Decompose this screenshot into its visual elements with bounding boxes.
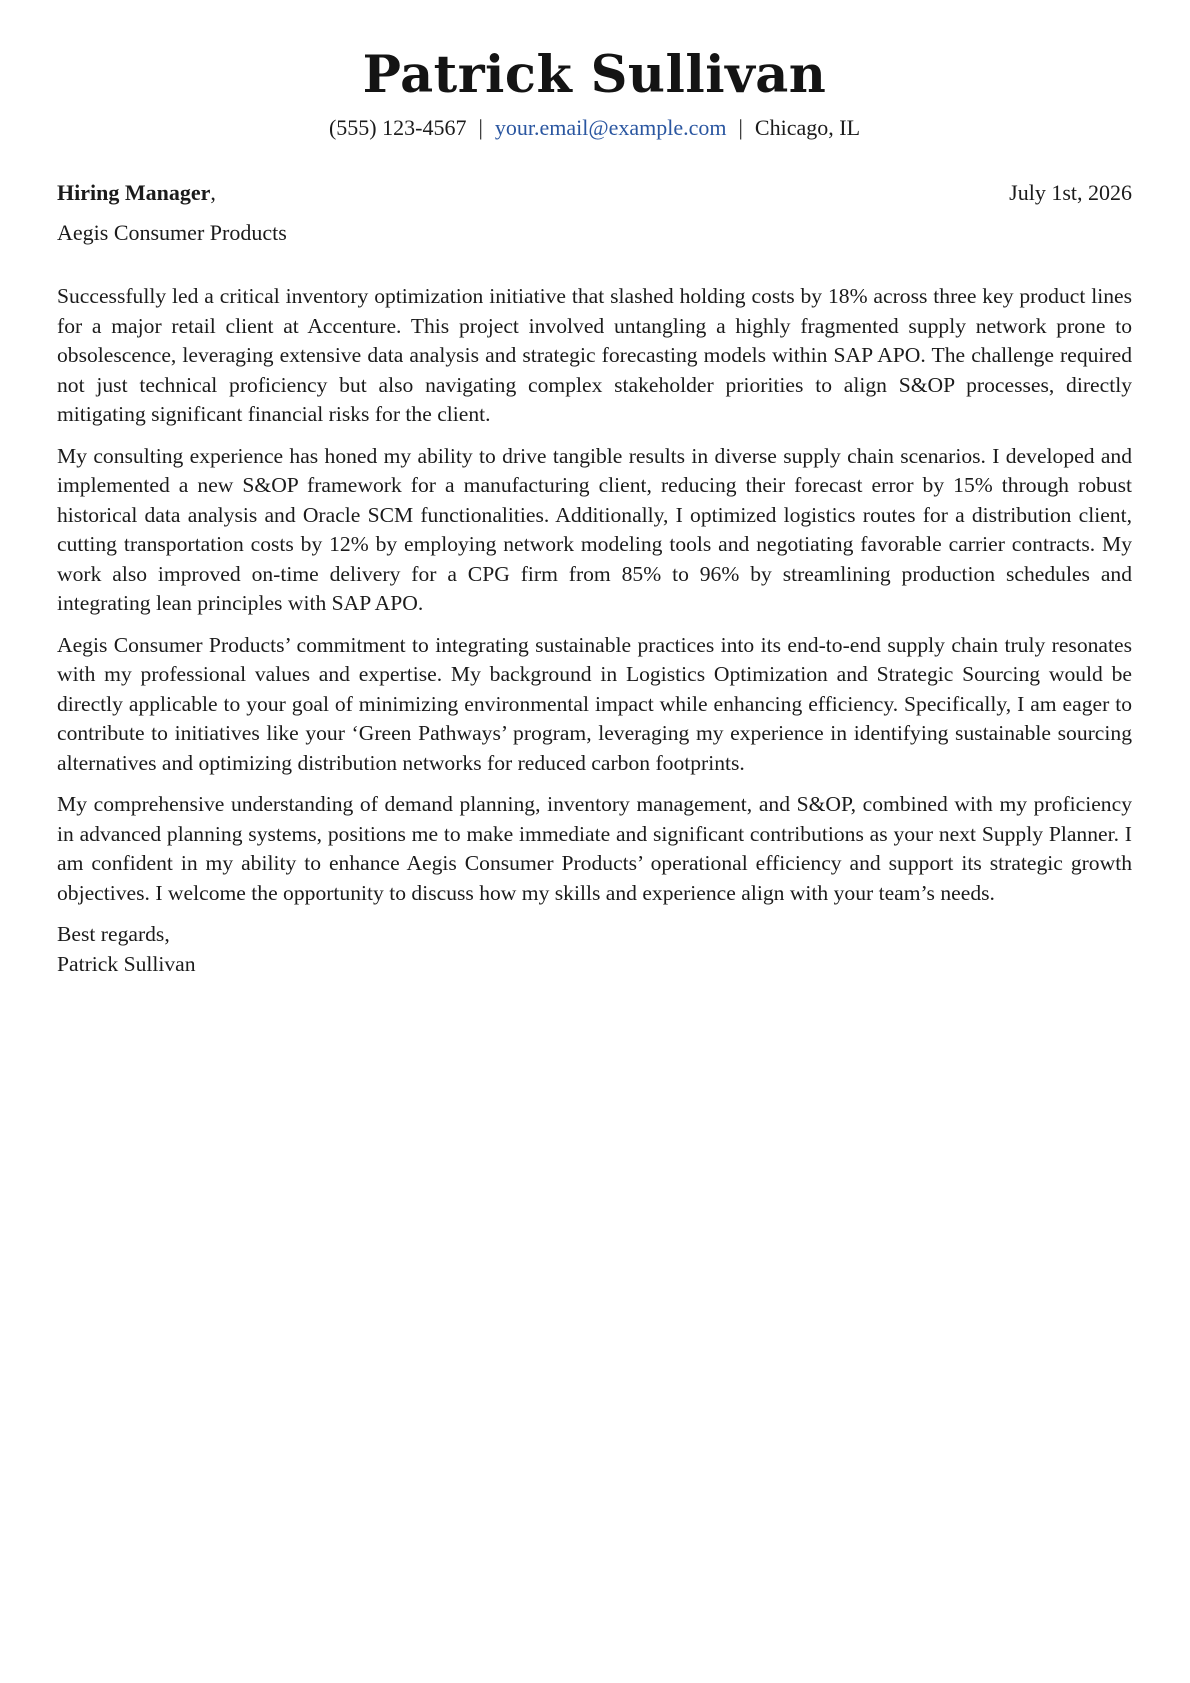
contact-line (57, 113, 1132, 143)
paragraph: My comprehensive understanding of demand planning, inventory management, and S&OP, combined with my proficiency in advanced planning systems, positions me to make immediate and significant contributions as your next Supply Planner. I am confident in my ability to enhance Aegis Consumer Products’ operational efficiency and support its strategic growth objectives. I welcome the opportunity to discuss how my skills and experience align with your team’s needs. (57, 792, 1132, 905)
paragraph: Aegis Consumer Products’ commitment to integrating sustainable practices into its end-to-end supply chain truly resonates with my professional values and expertise. My background in Logistics Optimization and Strategic Sourcing would be directly applicable to your goal of minimizing environmental impact while enhancing efficiency. Specifically, I am eager to contribute to initiatives like your ‘Green Pathways’ program, leveraging my experience in identifying sustainable sourcing alternatives and optimizing distribution networks for reduced carbon footprints. (57, 632, 1132, 775)
letter-body (57, 282, 1132, 979)
signature: Patrick Sullivan (57, 951, 196, 976)
recipient-title: Hiring Manager (57, 180, 211, 205)
closing-block (57, 920, 1132, 979)
recipient-suffix: , (210, 180, 216, 205)
company-name: Aegis Consumer Products (57, 220, 287, 245)
recipient (57, 178, 216, 208)
contact-separator: | (738, 115, 743, 140)
letter-date: July 1st, 2026 (1009, 180, 1132, 205)
phone-number: (555) 123-4567 (328, 115, 467, 140)
paragraph: My consulting experience has honed my ability to drive tangible results in diverse supply chain scenarios. I developed and implemented a new S&OP framework for a manufacturing client, reducing their forecast error by 15% through robust historical data analysis and Oracle SCM functionalities. Additionally, I optimized logistics routes for a distribution client, cutting transportation costs by 12% by employing network modeling tools and negotiating favorable carrier contracts. My work also improved on-time delivery for a CPG firm from 85% to 96% by streamlining production schedules and integrating lean principles with SAP APO. (57, 443, 1132, 615)
email-link[interactable]: your.email@example.com (494, 115, 727, 140)
contact-separator: | (478, 115, 483, 140)
closing: Best regards, (57, 922, 170, 946)
paragraph: Successfully led a critical inventory optimization initiative that slashed holding costs by 18% across three key product lines for a major retail client at Accenture. This project involved untangling a highly fragmented supply network prone to obsolescence, leveraging extensive data analysis and strategic forecasting models within SAP APO. The challenge required not just technical proficiency but also navigating complex stakeholder priorities to align S&OP processes, directly mitigating significant financial risks for the client. (57, 284, 1132, 426)
applicant-name: Patrick Sullivan (362, 45, 827, 105)
location: Chicago, IL (754, 115, 861, 140)
recipient-date-row (57, 178, 1132, 208)
